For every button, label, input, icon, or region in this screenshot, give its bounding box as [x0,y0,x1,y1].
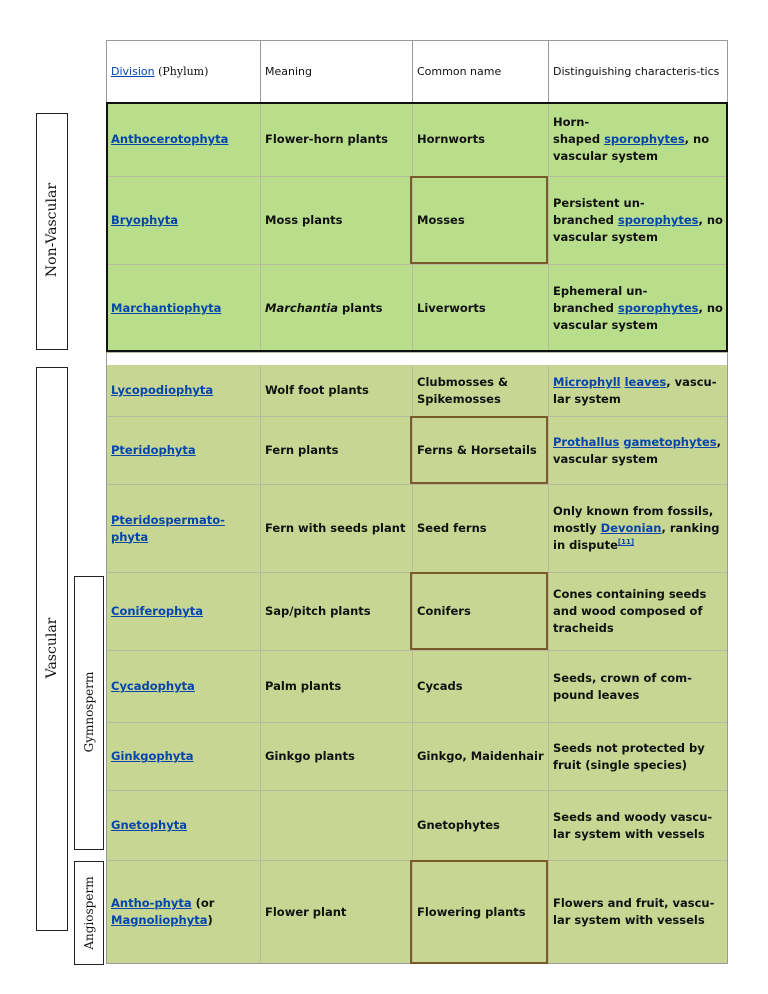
table-row [107,723,727,791]
meaning-cell: Flower-horn plants [261,103,413,176]
sporophytes-link[interactable]: sporophytes [604,132,685,147]
citation-link[interactable]: [11] [617,538,635,546]
meaning-cell: Flower plant [261,861,413,963]
char-text: Only known from fossils, mostly [553,504,714,536]
header-common-name: Common name [413,41,549,103]
meaning-cell: Wolf foot plants [261,365,413,416]
division-link[interactable]: Gnetophyta [111,818,187,833]
prothallus-link[interactable]: Prothallus [553,434,620,449]
char-text: , ranking in dispute [553,521,720,552]
table-row [107,365,727,417]
characteristics-cell: Seeds, crown of com-pound leaves [553,670,692,702]
table-row [107,573,727,651]
common-name-cell: Flowering plants [413,861,549,963]
gymnosperm-label: Gymnosperm [82,671,96,753]
char-text: , vascu-lar system [553,374,717,406]
common-name-cell: Cycads [413,651,549,722]
header-meaning: Meaning [261,41,413,103]
char-text: Persistent un- [553,196,645,211]
division-link[interactable]: Anthocerotophyta [111,132,229,147]
vascular-label: Vascular [44,617,60,679]
meaning-cell: Moss plants [261,177,413,264]
characteristics-cell [549,417,727,484]
char-text: , no vascular system [553,213,723,244]
common-name-cell: Clubmosses & Spikemosses [413,365,549,416]
meaning-cell [261,791,413,860]
division-link[interactable]: Antho-phyta [111,896,192,911]
meaning-cell: Fern plants [261,417,413,484]
division-link[interactable]: Ginkgophyta [111,749,194,764]
table-row [107,791,727,861]
gametophytes-link[interactable]: gametophytes [623,434,717,449]
common-name-cell: Liverworts [413,265,549,352]
table-row [107,177,727,265]
table-row [107,651,727,723]
common-name-cell: Seed ferns [413,485,549,572]
meaning-cell: Palm plants [261,651,413,722]
characteristics-cell: Cones containing seeds and wood composed of tracheids [553,587,707,635]
phylum-label: (Phylum) [154,65,209,79]
leaves-link[interactable]: leaves [624,374,667,389]
division-link[interactable]: Bryophyta [111,213,179,228]
characteristics-cell [549,265,727,352]
division-link[interactable]: Marchantiophyta [111,301,222,316]
common-name-cell: Ferns & Horsetails [413,417,549,484]
meaning-cell: Ginkgo plants [261,723,413,790]
division-link[interactable]: Coniferophyta [111,604,204,619]
microphyll-link[interactable]: Microphyll [553,374,621,389]
division-link[interactable]: Pteridospermato-phyta [111,512,225,544]
meaning-italic: Marchantia [265,301,339,316]
division-link[interactable]: Cycadophyta [111,679,195,694]
table-row [107,485,727,573]
division-link[interactable]: Pteridophyta [111,443,196,458]
common-name-cell: Conifers [413,573,549,650]
char-text: Ephemeral un- [553,284,648,299]
char-text: , no vascular system [553,301,723,332]
magnoliophyta-link[interactable]: Magnoliophyta [111,913,208,927]
division-text: ) [207,913,213,927]
meaning-cell: Fern with seeds plant [261,485,413,572]
division-link[interactable]: Lycopodiophyta [111,383,214,398]
common-name-cell: Ginkgo, Maidenhair [413,723,549,790]
sporophytes-link[interactable]: sporophytes [617,213,699,228]
table-row [107,417,727,485]
char-text: shaped [553,132,605,147]
plant-divisions-table [106,40,728,964]
characteristics-cell [549,103,727,176]
meaning-cell [261,265,413,352]
characteristics-cell: Seeds and woody vascu-lar system with vessels [553,809,713,841]
characteristics-cell [549,365,727,416]
table-header-row [107,41,727,104]
characteristics-cell: Seeds not protected by fruit (single species) [553,740,705,772]
common-name-cell: Mosses [413,177,549,264]
table-row [107,861,727,963]
meaning-cell: Sap/pitch plants [261,573,413,650]
table-row [107,265,727,353]
angiosperm-label: Angiosperm [82,876,96,950]
char-text: branched [553,213,618,228]
char-text: , no vascular system [553,132,710,163]
meaning-rest: plants [338,301,383,316]
division-link[interactable]: Division [111,65,155,79]
common-name-cell: Hornworts [413,103,549,176]
char-text: Horn- [553,115,590,130]
characteristics-cell [549,177,727,264]
char-text: , vascular system [553,434,721,466]
non-vascular-label: Non-Vascular [44,182,60,278]
common-name-cell: Gnetophytes [413,791,549,860]
division-text: (or [191,896,215,911]
char-text: branched [553,301,618,316]
characteristics-cell [549,485,727,572]
header-division [107,41,261,103]
characteristics-cell: Flowers and fruit, vascu-lar system with vessels [553,896,715,927]
sporophytes-link[interactable]: sporophytes [617,301,699,316]
devonian-link[interactable]: Devonian [600,521,662,536]
header-characteristics: Distinguishing characteris-tics [553,65,720,79]
table-row [107,103,727,177]
